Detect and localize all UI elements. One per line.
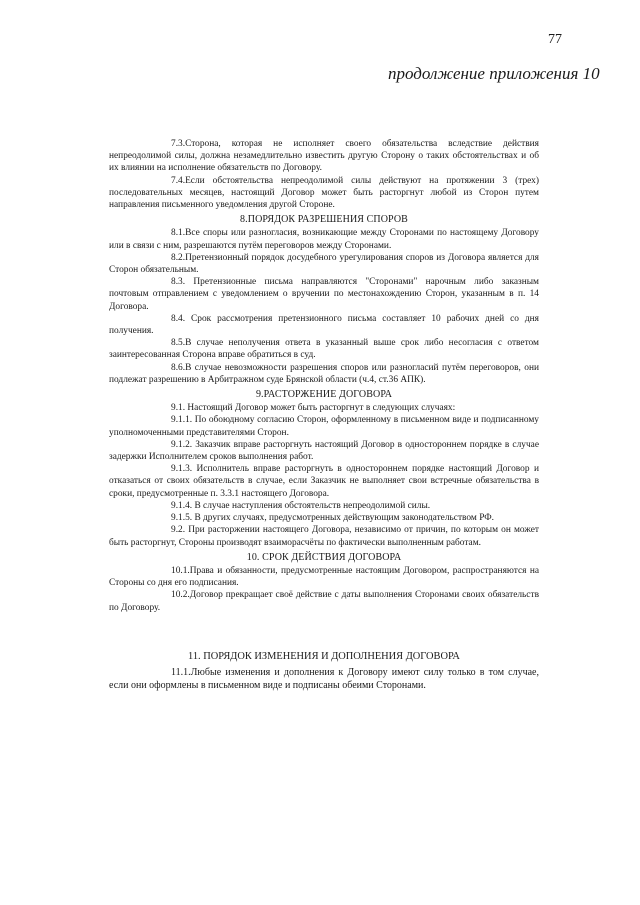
paragraph-10-2: 10.2.Договор прекращает своё действие с даты выполнения Сторонами своих обязательств по Договору.: [109, 590, 539, 613]
paragraph-9-1-1: 9.1.1. По обоюдному согласию Сторон, оформленному в письменном виде и подписанному уполномоченными представителями Сторон.: [109, 415, 539, 438]
paragraph-8-6: 8.6.В случае невозможности разрешения споров или разногласий путём переговоров, они подлежат разрешению в Арбитражном суде Брянской области (ч.4, ст.36 АПК).: [109, 362, 539, 385]
section-11: [109, 650, 539, 693]
paragraph-9-1: 9.1. Настоящий Договор может быть расторгнут в следующих случаях:: [171, 403, 456, 414]
paragraph-8-5: 8.5.В случае неполучения ответа в указанный выше срок либо несогласия с ответом заинтересованная Сторона вправе обратиться в суд.: [109, 338, 539, 361]
section-10-title: 10. СРОК ДЕЙСТВИЯ ДОГОВОРА: [246, 551, 402, 563]
paragraph-10-1: 10.1.Права и обязанности, предусмотренные настоящим Договором, распространяются на Стороны со дня его подписания.: [109, 565, 539, 589]
continuation-heading: продолжение приложения 10: [388, 64, 600, 83]
paragraph-8-3: 8.3. Претензионные письма направляются "Сторонами" нарочным либо заказным почтовым отправлением с уведомлением о вручении по местонахождению Сторон, указанным в п. 14 Договора.: [109, 277, 539, 312]
paragraph-9-1-3: 9.1.3. Исполнитель вправе расторгнуть в одностороннем порядке настоящий Договор и отказаться от своих обязательств в случае, если Заказчик не выполняет свои встречные обязательства в сроки, предусмотренные п. 3.3.1 настоящего Договора.: [109, 464, 539, 499]
section-8-title: 8.ПОРЯДОК РАЗРЕШЕНИЯ СПОРОВ: [240, 214, 408, 226]
paragraph-7-3: 7.3.Сторона, которая не исполняет своего обязательства вследствие действия непреодолимой силы, должна незамедлительно известить другую Сторону о таких обстоятельствах и об их влиянии на исполнение обязательств по Договору.: [109, 139, 539, 174]
paragraph-7-4: 7.4.Если обстоятельства непреодолимой силы действуют на протяжении 3 (трех) последовательных месяцев, настоящий Договор может быть расторгнут любой из Сторон путем направления письменного уведомления другой Стороне.: [109, 175, 539, 211]
paragraph-11-1: 11.1.Любые изменения и дополнения к Договору имеют силу только в том случае, если они оформлены в письменном виде и подписаны обеими Сторонами.: [109, 666, 539, 691]
section-11-title: 11. ПОРЯДОК ИЗМЕНЕНИЯ И ДОПОЛНЕНИЯ ДОГОВОРА: [188, 651, 460, 662]
paragraph-9-1-5: 9.1.5. В других случаях, предусмотренных действующим законодательством РФ.: [171, 513, 495, 524]
section-9-title: 9.РАСТОРЖЕНИЕ ДОГОВОРА: [255, 389, 393, 401]
paragraph-9-2: 9.2. При расторжении настоящего Договора, независимо от причин, по которым он может быть расторгнут, Стороны производят взаиморасчёты по фактически выполненным работам.: [109, 525, 539, 548]
document-body: [109, 138, 539, 614]
paragraph-8-1: 8.1.Все споры или разногласия, возникающие между Сторонами по настоящему Договору или в связи с ним, разрешаются путём переговоров между Сторонами.: [109, 228, 539, 251]
paragraph-8-2: 8.2.Претензионный порядок досудебного урегулирования споров из Договора является для Сторон обязательным.: [109, 252, 539, 276]
page-number: 77: [548, 32, 562, 47]
paragraph-8-4: 8.4. Срок рассмотрения претензионного письма составляет 10 рабочих дней со дня получения.: [109, 313, 539, 337]
paragraph-9-1-4: 9.1.4. В случае наступления обстоятельств непреодолимой силы.: [171, 500, 431, 511]
paragraph-9-1-2: 9.1.2. Заказчик вправе расторгнуть настоящий Договор в одностороннем порядке в случае задержки Исполнителем сроков выполнения работ.: [109, 439, 539, 463]
